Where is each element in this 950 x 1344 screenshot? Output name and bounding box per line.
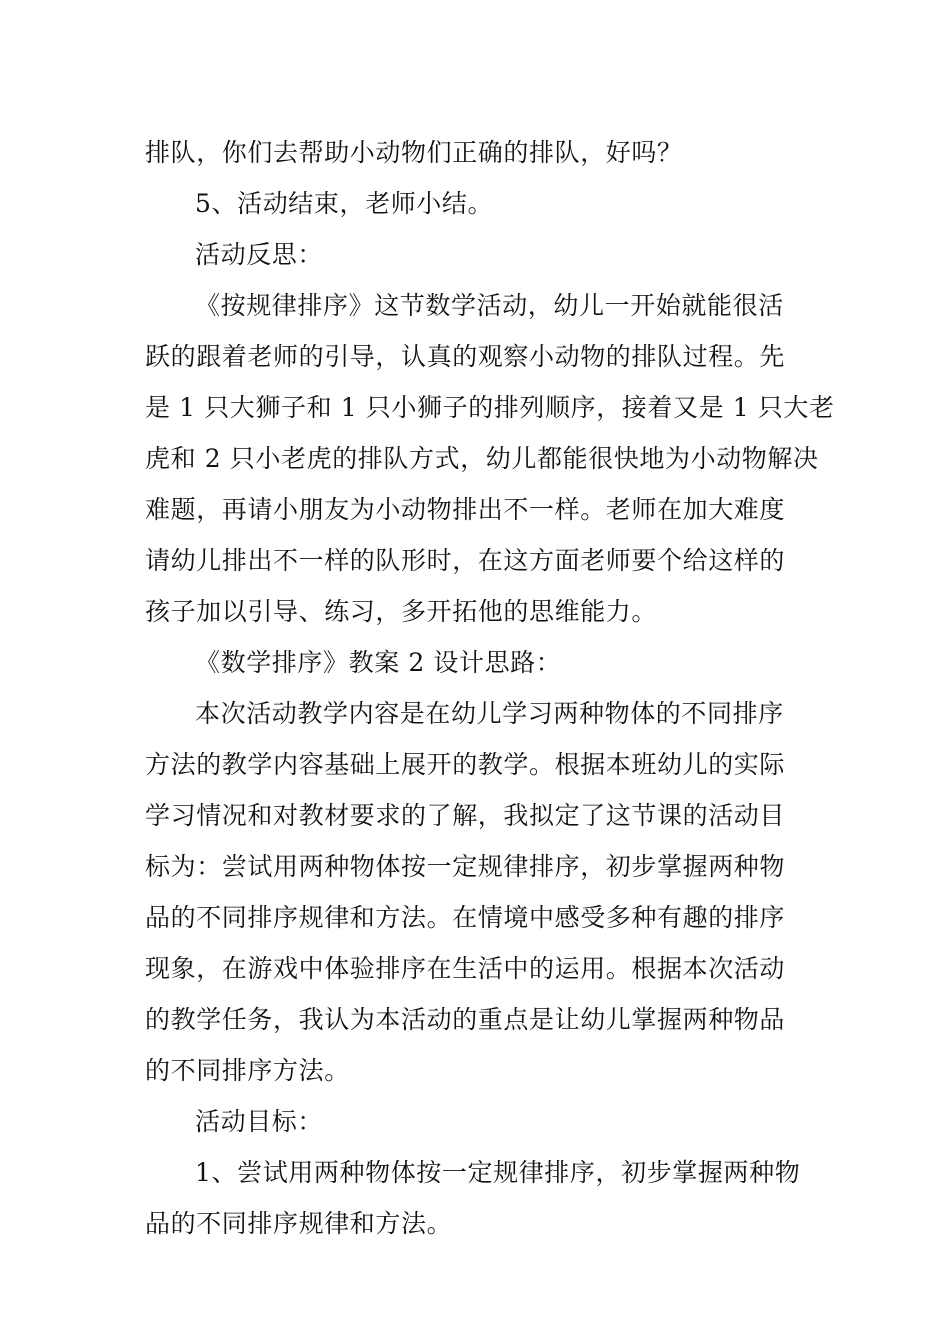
text-line-9: 请幼儿排出不一样的队形时，在这方面老师要个给这样的 [145,546,786,575]
text-line-2: 5、活动结束，老师小结。 [195,189,494,218]
section-heading-goals: 活动目标： [195,1107,324,1136]
text-line-17: 现象，在游戏中体验排序在生活中的运用。根据本次活动 [145,954,786,983]
text-line-7: 虎和 2 只小老虎的排队方式，幼儿都能很快地为小动物解决 [145,444,819,473]
text-line-4: 《按规律排序》这节数学活动，幼儿一开始就能很活 [195,291,784,320]
text-line-6: 是 1 只大狮子和 1 只小狮子的排列顺序，接着又是 1 只大老 [145,393,835,422]
text-line-21: 1、尝试用两种物体按一定规律排序，初步掌握两种物 [195,1158,801,1187]
text-line-16: 品的不同排序规律和方法。在情境中感受多种有趣的排序 [145,903,786,932]
text-line-15: 标为：尝试用两种物体按一定规律排序，初步掌握两种物 [145,852,786,881]
text-line-22: 品的不同排序规律和方法。 [145,1209,453,1238]
section-heading-design: 《数学排序》教案 2 设计思路： [195,648,562,677]
text-line-10: 孩子加以引导、练习，多开拓他的思维能力。 [145,597,658,626]
text-line-19: 的不同排序方法。 [145,1056,350,1085]
text-line-1: 排队，你们去帮助小动物们正确的排队，好吗？ [145,138,683,167]
text-line-14: 学习情况和对教材要求的了解，我拟定了这节课的活动目 [145,801,786,830]
text-line-13: 方法的教学内容基础上展开的教学。根据本班幼儿的实际 [145,750,786,779]
text-line-12: 本次活动教学内容是在幼儿学习两种物体的不同排序 [195,699,784,728]
document-body [145,127,835,1249]
text-line-8: 难题，再请小朋友为小动物排出不一样。老师在加大难度 [145,495,786,524]
text-line-18: 的教学任务，我认为本活动的重点是让幼儿掌握两种物品 [145,1005,786,1034]
text-line-5: 跃的跟着老师的引导，认真的观察小动物的排队过程。先 [145,342,786,371]
section-heading-reflection: 活动反思： [195,240,324,269]
